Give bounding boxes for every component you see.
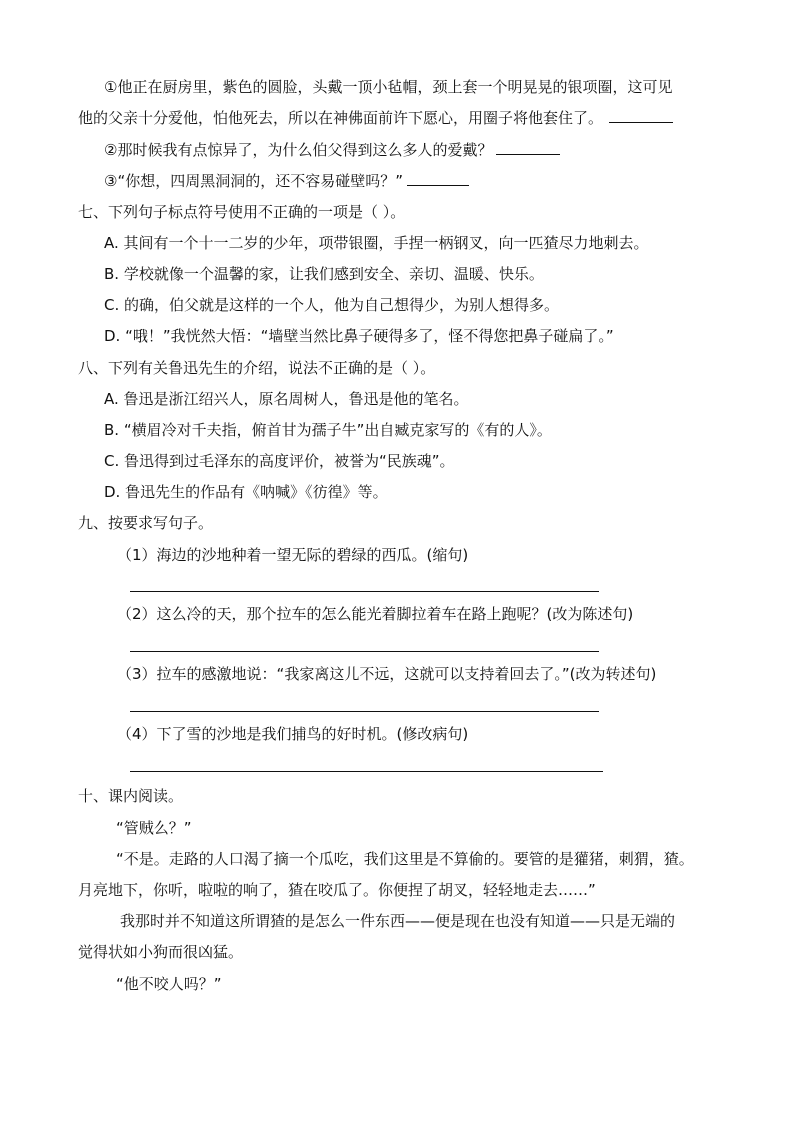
section9-answer-line-4[interactable]: [130, 771, 603, 772]
reading-p4: “他不咬人吗？”: [116, 975, 222, 993]
item1-line1: ①他正在厨房里，紫色的圆脸，头戴一顶小毡帽，颈上套一个明晃晃的银项圈，这可见: [104, 78, 673, 96]
section7-option-d: D. “哦！”我恍然大悟：“墙壁当然比鼻子硬得多了，怪不得您把鼻子碰扁了。”: [104, 327, 614, 345]
item3-answer-blank[interactable]: [407, 171, 469, 186]
item1-line2: 他的父亲十分爱他，怕他死去，所以在神佛面前许下愿心，用圈子将他套住了。: [78, 109, 604, 127]
section9-item-4: （4）下了雪的沙地是我们捕鸟的好时机。(修改病句): [117, 725, 469, 743]
section8-option-c: C. 鲁迅得到过毛泽东的高度评价，被誉为“民族魂”。: [104, 452, 455, 470]
section8-heading: 八、下列有关鲁迅先生的介绍，说法不正确的是（ ）。: [78, 359, 436, 377]
section7-option-a: A. 其间有一个十一二岁的少年，项带银圈，手捏一柄钢叉，向一匹猹尽力地刺去。: [104, 234, 649, 252]
item1-line2-row: [78, 107, 673, 129]
section7-option-c: C. 的确，伯父就是这样的一个人，他为自己想得少，为别人想得多。: [104, 296, 560, 314]
reading-p1: “管贼么？”: [116, 819, 192, 837]
reading-p3-line2: 觉得状如小狗而很凶猛。: [78, 943, 244, 961]
section9-answer-line-3[interactable]: [130, 711, 599, 712]
section7-heading: 七、下列句子标点符号使用不正确的一项是（ ）。: [78, 203, 406, 221]
section9-heading: 九、按要求写句子。: [78, 514, 214, 532]
item2-row: [104, 139, 560, 161]
reading-p2-line2: 月亮地下，你听，啦啦的响了，猹在咬瓜了。你便捏了胡叉，轻轻地走去……”: [78, 881, 596, 899]
item2-answer-blank[interactable]: [496, 140, 560, 155]
section7-option-b: B. 学校就像一个温馨的家，让我们感到安全、亲切、温暖、快乐。: [104, 265, 544, 283]
section8-option-d: D. 鲁迅先生的作品有《呐喊》《彷徨》等。: [104, 483, 388, 501]
item1-answer-blank[interactable]: [609, 108, 673, 123]
item3-text: ③“你想，四周黑洞洞的，还不容易碰壁吗？”: [104, 172, 403, 190]
section9-item-3: （3）拉车的感激地说：“我家离这儿不远，这就可以支持着回去了。”(改为转述句): [117, 665, 657, 683]
section8-option-a: A. 鲁迅是浙江绍兴人，原名周树人，鲁迅是他的笔名。: [104, 390, 469, 408]
item2-text: ②那时候我有点惊异了，为什么伯父得到这么多人的爱戴？: [104, 141, 493, 159]
section9-answer-line-1[interactable]: [130, 591, 599, 592]
reading-p2-line1: “不是。走路的人口渴了摘一个瓜吃，我们这里是不算偷的。要管的是獾猪，刺猬，猹。: [116, 850, 694, 868]
section8-option-b: B. “横眉冷对千夫指，俯首甘为孺子牛”出自臧克家写的《有的人》。: [104, 421, 552, 439]
reading-p3-line1: 我那时并不知道这所谓猹的是怎么一件东西——便是现在也没有知道——只是无端的: [120, 912, 676, 930]
section10-heading: 十、课内阅读。: [78, 787, 184, 805]
item3-row: [104, 170, 469, 192]
section9-item-1: （1）海边的沙地种着一望无际的碧绿的西瓜。(缩句): [117, 546, 469, 564]
section9-answer-line-2[interactable]: [130, 651, 599, 652]
section9-item-2: （2）这么冷的天，那个拉车的怎么能光着脚拉着车在路上跑呢？(改为陈述句): [117, 605, 634, 623]
